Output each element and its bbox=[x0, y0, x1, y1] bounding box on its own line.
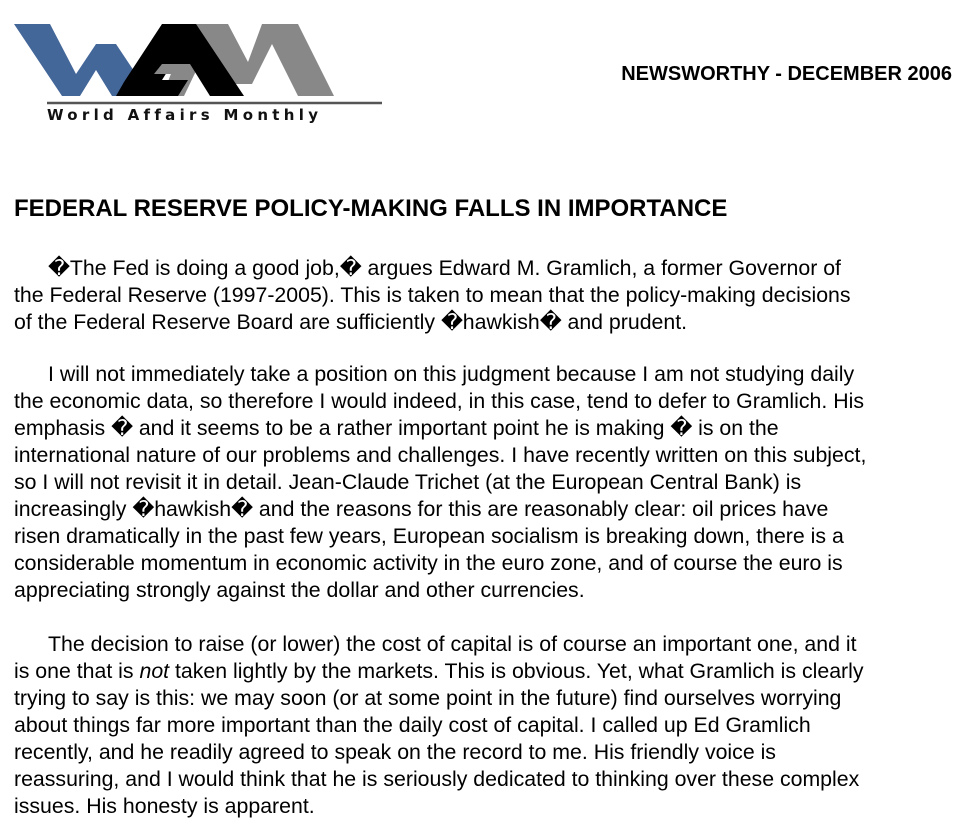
paragraph-line: international nature of our problems and challenges. I have recently written on this subject, bbox=[14, 443, 867, 467]
paragraph-line: recently, and he readily agreed to speak on the record to me. His friendly voice is bbox=[14, 740, 776, 764]
paragraph-line: trying to say is this: we may soon (or at some point in the future) find ourselves worrying bbox=[14, 686, 842, 710]
paragraph-line bbox=[14, 658, 864, 685]
paragraph-line: the Federal Reserve (1997-2005). This is taken to mean that the policy-making decisions bbox=[14, 283, 851, 307]
paragraph-line: so I will not revisit it in detail. Jean-Claude Trichet (at the European Central Bank) is bbox=[14, 470, 802, 494]
wam-logo[interactable] bbox=[12, 18, 384, 128]
paragraph-line: appreciating strongly against the dollar and other currencies. bbox=[14, 578, 585, 602]
paragraph-line: emphasis � and it seems to be a rather important point he is making � is on the bbox=[14, 416, 779, 440]
paragraph-line: of the Federal Reserve Board are sufficiently �hawkish� and prudent. bbox=[14, 310, 688, 334]
issue-label: NEWSWORTHY - DECEMBER 2006 bbox=[621, 63, 952, 85]
article-paragraph bbox=[14, 255, 851, 336]
paragraph-line: about things far more important than the daily cost of capital. I called up Ed Gramlich bbox=[14, 713, 811, 737]
paragraph-line: The decision to raise (or lower) the cost of capital is of course an important one, and it bbox=[48, 632, 857, 656]
logo-tagline: World Affairs Monthly bbox=[47, 106, 323, 124]
text-run: taken lightly by the markets. This is obvious. Yet, what Gramlich is clearly bbox=[169, 659, 864, 683]
text-run: is one that is bbox=[14, 659, 140, 683]
wam-logo-mark bbox=[12, 18, 384, 106]
article-paragraph bbox=[14, 631, 864, 820]
article-paragraph bbox=[14, 361, 866, 604]
paragraph-line: the economic data, so therefore I would indeed, in this case, tend to defer to Gramlich. His bbox=[14, 389, 864, 413]
paragraph-line: issues. His honesty is apparent. bbox=[14, 794, 315, 818]
paragraph-line: considerable momentum in economic activity in the euro zone, and of course the euro is bbox=[14, 551, 843, 575]
emphasis-not: not bbox=[139, 659, 170, 683]
paragraph-line: I will not immediately take a position on this judgment because I am not studying daily bbox=[48, 362, 855, 386]
paragraph-line: risen dramatically in the past few years, European socialism is breaking down, there is a bbox=[14, 524, 844, 548]
logo-letter-w bbox=[14, 24, 140, 96]
article-headline: FEDERAL RESERVE POLICY-MAKING FALLS IN IMPORTANCE bbox=[14, 195, 728, 222]
paragraph-line: increasingly �hawkish� and the reasons for this are reasonably clear: oil prices have bbox=[14, 497, 829, 521]
paragraph-line: �The Fed is doing a good job,� argues Edward M. Gramlich, a former Governor of bbox=[48, 256, 841, 280]
paragraph-line: reassuring, and I would think that he is seriously dedicated to thinking over these complex bbox=[14, 767, 860, 791]
